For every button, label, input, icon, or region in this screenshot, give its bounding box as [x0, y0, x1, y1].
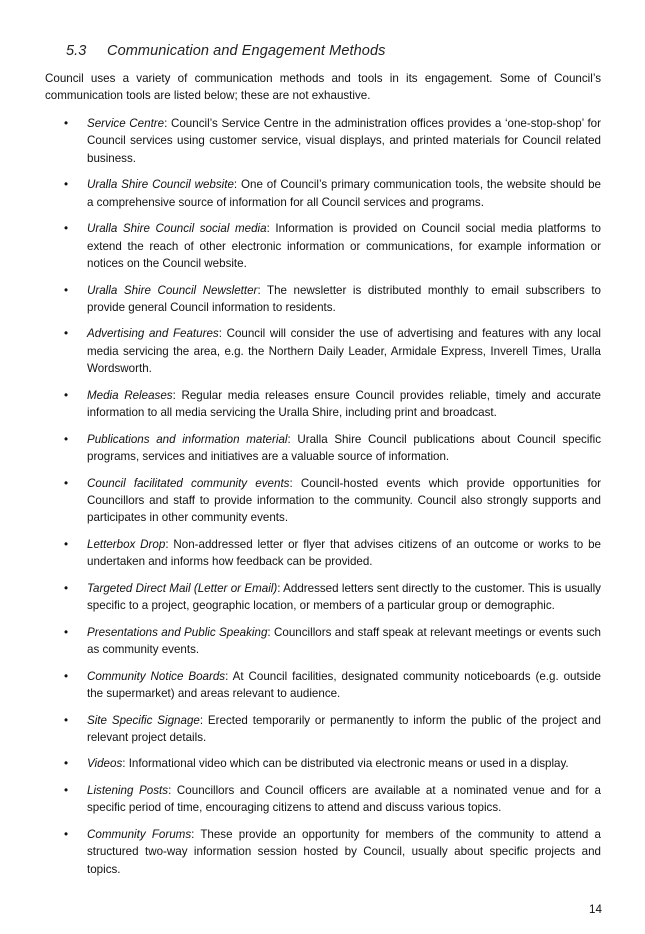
list-item-text: : Non-addressed letter or flyer that advises citizens of an outcome or works to be undertaken and informs how feedback can be provided. — [87, 537, 601, 569]
bullet-point-icon: • — [64, 625, 69, 639]
communication-methods-list — [0, 115, 645, 887]
list-item-text: : One of Council’s primary communication tools, the website should be a comprehensive source of information for all Council services and programs. — [87, 178, 601, 209]
section-heading — [66, 43, 385, 59]
bullet-point-icon: • — [64, 178, 69, 192]
list-item-title: Letterbox Drop — [87, 537, 166, 551]
bullet-point-icon: • — [64, 476, 69, 490]
list-item — [0, 624, 645, 659]
list-item-title: Advertising and Features — [87, 327, 219, 341]
list-item-body — [87, 755, 601, 772]
list-item-text: : Erected temporarily or permanently to inform the public of the project and relevant project details. — [87, 713, 601, 744]
bullet-point-icon: • — [64, 537, 69, 551]
list-item-text: : Councillors and staff speak at relevant meetings or events such as community events. — [87, 625, 601, 657]
list-item — [0, 325, 645, 377]
bullet-point-icon: • — [64, 783, 69, 797]
bullet-point-icon: • — [64, 757, 69, 771]
list-item-title: Listening Posts — [87, 783, 169, 797]
list-item-title: Council facilitated community events — [87, 476, 290, 490]
list-item — [0, 115, 645, 167]
list-item-title: Media Releases — [87, 388, 173, 402]
list-item-body — [87, 536, 601, 571]
list-item — [0, 475, 645, 527]
list-item-body — [87, 712, 601, 747]
list-item — [0, 712, 645, 747]
list-item-text: : Informational video which can be distributed via electronic means or used in a display. — [122, 757, 569, 771]
list-item — [0, 755, 645, 772]
list-item — [0, 282, 645, 317]
list-item-text: : Addressed letters sent directly to the customer. This is usually specific to a project, geographic location, or members of a particular group or demographic. — [87, 581, 601, 613]
list-item-body — [87, 826, 601, 878]
list-item — [0, 580, 645, 615]
list-item-text: : Councillors and Council officers are available at a nominated venue and for a specific period of time, encouraging citizens to attend and discuss various topics. — [87, 783, 601, 815]
section-title: Communication and Engagement Methods — [107, 43, 386, 59]
list-item-body — [87, 668, 601, 703]
list-item-body — [87, 475, 601, 527]
list-item-title: Uralla Shire Council Newsletter — [87, 283, 258, 297]
list-item-body — [87, 782, 601, 817]
list-item-body — [87, 387, 601, 422]
list-item-title: Uralla Shire Council website — [87, 178, 234, 192]
list-item-title: Uralla Shire Council social media — [87, 222, 267, 236]
list-item-body — [87, 325, 601, 377]
list-item-text: : Regular media releases ensure Council provides reliable, timely and accurate information to all media servicing the Uralla Shire, including print and broadcast. — [87, 388, 601, 420]
list-item-title: Site Specific Signage — [87, 713, 200, 727]
list-item-text: : Council-hosted events which provide opportunities for Councillors and staff to provide information to the community. Council also strongly supports and participates in other community events. — [87, 476, 601, 525]
bullet-point-icon: • — [64, 713, 69, 727]
list-item-title: Publications and information material — [87, 432, 288, 446]
list-item-text: : Uralla Shire Council publications about Council specific programs, services and initiatives are a valuable source of information. — [87, 432, 601, 464]
list-item — [0, 668, 645, 703]
list-item-body — [87, 580, 601, 615]
list-item-title: Community Forums — [87, 827, 192, 841]
list-item — [0, 782, 645, 817]
bullet-point-icon: • — [64, 327, 69, 341]
list-item-text: : Information is provided on Council social media platforms to extend the reach of other electronic information or communications, for example information or notices on the Council website. — [87, 222, 601, 271]
list-item — [0, 176, 645, 211]
list-item-text: : Council’s Service Centre in the administration offices provides a ‘one-stop-shop’ for Council services using customer service, visual displays, and printed materials for Council related business. — [87, 117, 601, 165]
list-item — [0, 826, 645, 878]
list-item-body — [87, 220, 601, 272]
list-item-title: Community Notice Boards — [87, 669, 226, 683]
list-item — [0, 431, 645, 466]
list-item-text: : At Council facilities, designated community noticeboards (e.g. outside the supermarket) and areas relevant to audience. — [87, 669, 601, 700]
list-item-text: : Council will consider the use of advertising and features with any local media servicing the area, e.g. the Northern Daily Leader, Armidale Express, Inverell Times, Uralla Wordsworth. — [87, 327, 602, 376]
bullet-point-icon: • — [64, 669, 69, 683]
bullet-point-icon: • — [64, 827, 69, 841]
list-item — [0, 220, 645, 272]
list-item-body — [87, 431, 601, 466]
list-item-title: Targeted Direct Mail (Letter or Email) — [87, 581, 278, 595]
list-item-body — [87, 282, 601, 317]
bullet-point-icon: • — [64, 581, 69, 595]
list-item-text: : These provide an opportunity for members of the community to attend a structured two-way information session hosted by Council, usually about specific projects and topics. — [87, 827, 601, 876]
intro-paragraph: Council uses a variety of communication methods and tools in its engagement. Some of Council’s communication tools are listed below; these are not exhaustive. — [45, 72, 601, 103]
list-item-body — [87, 115, 601, 167]
list-item-body — [87, 176, 601, 211]
section-number: 5.3 — [66, 43, 87, 59]
list-item-title: Service Centre — [87, 117, 165, 130]
list-item-text: : The newsletter is distributed monthly to email subscribers to provide general Council information to residents. — [87, 283, 601, 314]
list-item-title: Presentations and Public Speaking — [87, 625, 268, 639]
bullet-point-icon: • — [64, 432, 69, 446]
list-item — [0, 536, 645, 571]
bullet-point-icon: • — [64, 388, 69, 402]
bullet-point-icon: • — [64, 222, 69, 236]
bullet-point-icon: • — [64, 283, 69, 297]
bullet-point-icon: • — [64, 117, 69, 130]
list-item-body — [87, 624, 601, 659]
list-item-title: Videos — [87, 757, 123, 771]
list-item — [0, 387, 645, 422]
page-number: 14 — [589, 903, 602, 916]
